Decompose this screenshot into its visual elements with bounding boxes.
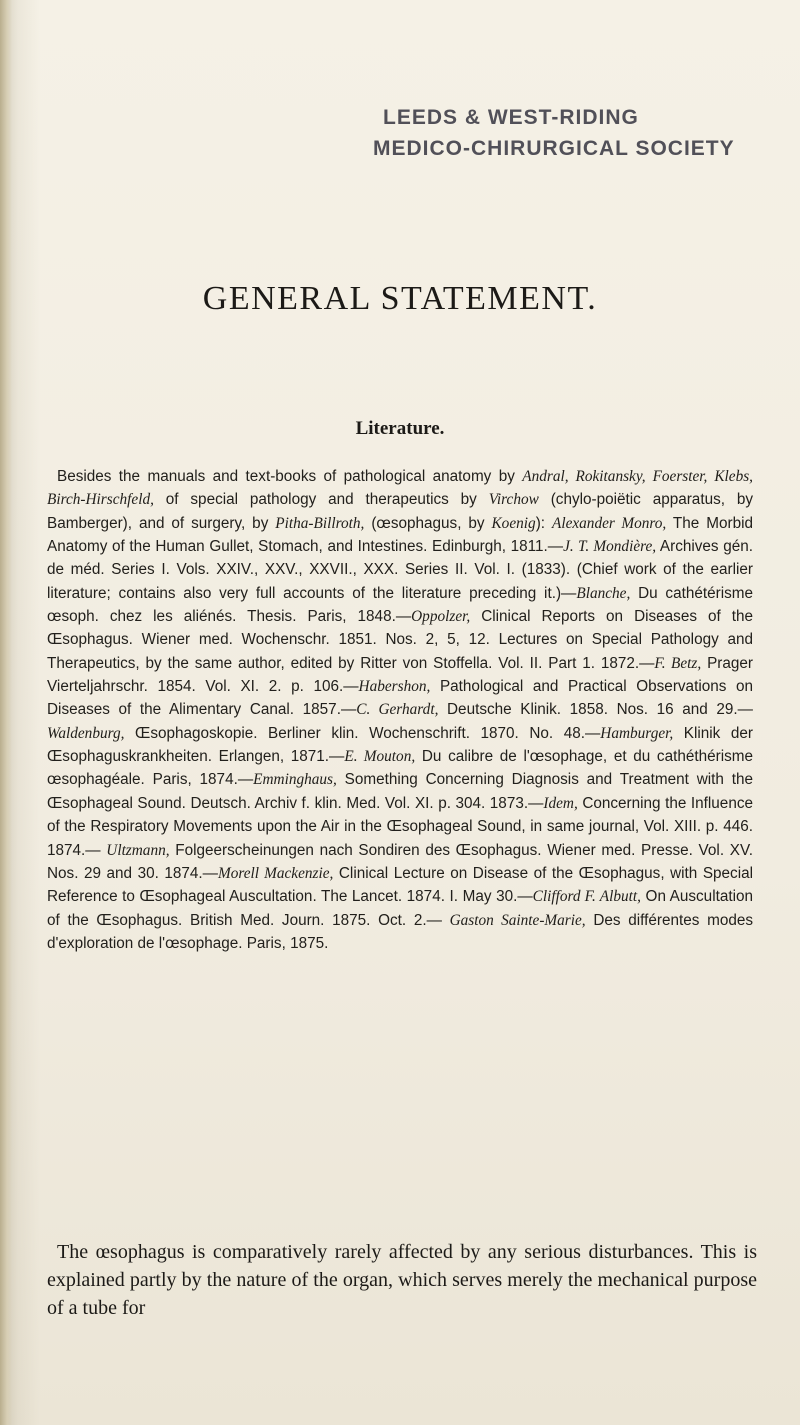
citation-text: of special pathology and therapeutics by [153, 491, 489, 509]
author-name: Alexander Monro, [551, 514, 667, 532]
author-name: Idem, [543, 794, 578, 812]
author-name: Pitha-Billroth, [275, 514, 365, 532]
citation-text: Du calibre de l'œsophage, et du cathéthérisme œsophagéale. Paris, 1874.— [47, 748, 754, 789]
author-name: Koenig [491, 514, 536, 532]
citation-text: Du cathétérisme œsoph. chez les aliénés. Thesis. Paris, 1848.— [47, 584, 753, 626]
stamp-line-society-region: LEEDS & WEST-RIDING [383, 106, 639, 129]
citation-text: The Morbid Anatomy of the Human Gullet, Stomach, and Intestines. Edinburgh, 1811.— [47, 514, 753, 556]
author-name: Virchow [488, 491, 539, 509]
author-name: Gaston Sainte-Marie, [449, 911, 586, 929]
author-name: J. T. Mondière, [563, 538, 657, 556]
closing-paragraph: The œsophagus is comparatively rarely affected by any serious disturbances. This is explained partly by the nature of the organ, which serves merely the mechanical purpose of a tube for [47, 1241, 757, 1319]
citation-text: Deutsche Klinik. 1858. Nos. 16 and 29.— [438, 701, 753, 719]
citation-text: Pathological and Practical Observations on Diseases of the Alimentary Canal. 1857.— [47, 678, 753, 719]
author-name: Andral, Rokitansky, Foerster, Klebs, Birch-Hirschfeld, [47, 468, 753, 509]
literature-heading: Literature. [355, 418, 445, 439]
citation-text: ): [535, 514, 552, 532]
author-name: Clifford F. Albutt, [532, 888, 641, 906]
page-binding-edge [0, 0, 12, 1425]
citation-text: (œsophagus, by [364, 514, 492, 532]
citation-text: Œsophagoskopie. Berliner klin. Wochenschrift. 1870. No. 48.— [124, 724, 601, 742]
author-name: Morell Mackenzie, [217, 864, 334, 882]
citation-text: Clinical Lecture on Disease of the Œsophagus, with Special Reference to Œsophageal Auscultation. The Lancet. 1874. I. May 30.— [47, 864, 753, 906]
author-name: F. Betz, [654, 654, 702, 672]
author-name: Ultzmann, [106, 841, 170, 859]
author-name: Waldenburg, [47, 724, 125, 742]
citation-text: Des différentes modes d'exploration de l'œsophage. Paris, 1875. [47, 911, 753, 952]
literature-paragraph [47, 465, 753, 955]
citation-text: Besides the manuals and text-books of pathological anatomy by [57, 468, 523, 485]
author-name: Hamburger, [600, 724, 674, 742]
author-name: Emminghaus, [253, 771, 337, 789]
citation-text: On Auscultation of the Œsophagus. British Med. Journ. 1875. Oct. 2.— [47, 888, 754, 929]
citation-text: Concerning the Influence of the Respiratory Movements upon the Air in the Œsophageal Sound, in same journal, Vol. XIII. p. 446. 1874.— [47, 794, 753, 859]
author-name: C. Gerhardt, [356, 701, 439, 719]
author-name: Oppolzer, [411, 608, 471, 626]
stamp-line-society-name: MEDICO-CHIRURGICAL SOCIETY [373, 137, 735, 160]
author-name: E. Mouton, [344, 748, 416, 766]
author-name: Blanche, [576, 584, 631, 602]
citation-text: Folgeerscheinungen nach Sondiren des Œsophagus. Wiener med. Presse. Vol. XV. Nos. 29 and 30. 1874.— [47, 841, 753, 882]
citation-text: Archives gén. de méd. Series I. Vols. XXIV., XXV., XXVII., XXX. Series II. Vol. I. (1833). (Chief work of the earlier literature; contains also very full accounts of the literature preceding it.)— [47, 538, 754, 602]
citation-text: Klinik der Œsophaguskrankheiten. Erlangen, 1871.— [47, 724, 753, 766]
page-title: GENERAL STATEMENT. [202, 280, 598, 317]
citation-text: Clinical Reports on Diseases of the Œsophagus. Wiener med. Wochenschr. 1851. Nos. 2, 5, 12. Lectures on Special Pathology and Therapeutics, by the same author, edited by Ritter von Stoffella. Vol. II. Part 1. 1872.— [47, 608, 753, 672]
author-name: Habershon, [358, 678, 431, 696]
citation-text: Prager Vierteljahrschr. 1854. Vol. XI. 2. p. 106.— [47, 654, 754, 696]
citation-text: Something Concerning Diagnosis and Treatment with the Œsophageal Sound. Deutsch. Archiv f. klin. Med. Vol. XI. p. 304. 1873.— [47, 771, 753, 812]
citation-text: (chylo-poiëtic apparatus, by Bamberger), and of surgery, by [47, 491, 753, 532]
